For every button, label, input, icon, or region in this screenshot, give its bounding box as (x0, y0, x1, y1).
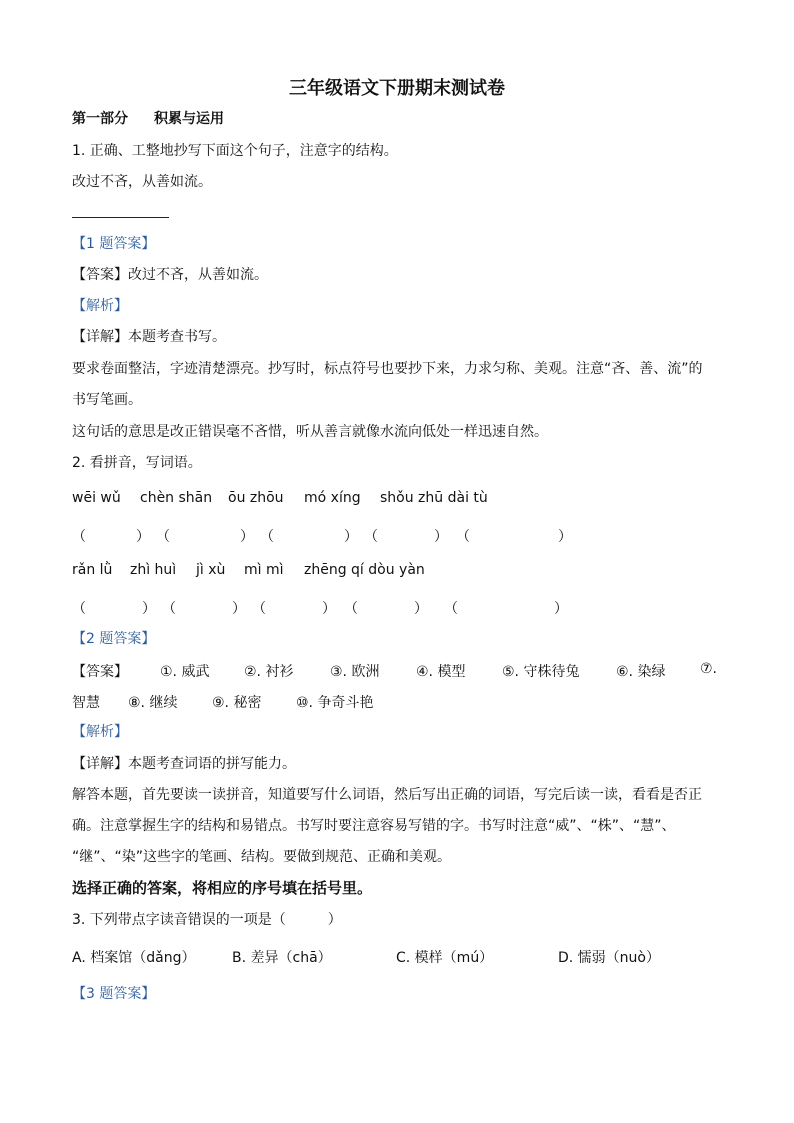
paren-close: ） (232, 601, 246, 617)
paren-open: （ (72, 529, 86, 545)
pinyin-item: zhì huì (130, 562, 177, 578)
q1-detail: 【详解】本题考查书写。 (72, 329, 226, 345)
q2-text-line3: “继”、“染”这些字的笔画、结构。要做到规范、正确和美观。 (72, 849, 452, 865)
option-d: D. 懦弱（nuò） (558, 950, 660, 966)
paren-close: ） (434, 529, 448, 545)
answer-item: ③. 欧洲 (330, 664, 380, 680)
paren-close: ） (558, 529, 572, 545)
option-b: B. 差异（chā） (232, 950, 332, 966)
section-label: 第一部分 (72, 111, 128, 127)
section-instruction: 选择正确的答案，将相应的序号填在括号里。 (72, 879, 373, 897)
paren-close: ） (136, 529, 150, 545)
pinyin-item: mì mì (244, 562, 284, 578)
paren-close: ） (322, 601, 336, 617)
paren-open: （ (72, 601, 86, 617)
q3-answer-tag: 【3 题答案】 (72, 986, 156, 1002)
q1-text-line2: 书写笔画。 (72, 392, 142, 408)
option-c: C. 模样（mú） (396, 950, 494, 966)
pinyin-item: wēi wǔ (72, 490, 121, 506)
q2-answer-tag: 【2 题答案】 (72, 631, 156, 647)
pinyin-item: rǎn lǜ (72, 562, 113, 578)
paren-open: （ (260, 529, 274, 545)
pinyin-item: mó xíng (304, 490, 361, 506)
pinyin-item: zhēng qí dòu yàn (304, 562, 425, 578)
section-heading (72, 110, 224, 128)
q3-prompt: 3. 下列带点字读音错误的一项是（ ） (72, 912, 342, 928)
q2-text-line2: 确。注意掌握生字的结构和易错点。书写时要注意容易写错的字。书写时注意“威”、“株”、“慧”、 (72, 818, 676, 834)
answer-item: ⑧. 继续 (128, 695, 178, 711)
answer-item: ⑩. 争奇斗艳 (296, 695, 374, 711)
pinyin-item: chèn shān (140, 490, 213, 506)
page-title: 三年级语文下册期末测试卷 (289, 78, 505, 99)
paren-open: （ (344, 601, 358, 617)
q1-text-line1: 要求卷面整洁，字迹清楚漂亮。抄写时，标点符号也要抄下来，力求匀称、美观。注意“吝、善、流”的 (72, 361, 703, 377)
paren-open: （ (364, 529, 378, 545)
q1-analysis-tag: 【解析】 (72, 298, 128, 314)
answer-item: ①. 威武 (160, 664, 210, 680)
section-name: 积累与运用 (154, 111, 224, 127)
paren-close: ） (554, 601, 568, 617)
pinyin-item: ōu zhōu (228, 490, 284, 506)
option-a: A. 档案馆（dǎng） (72, 950, 196, 966)
answer-label: 【答案】 (72, 664, 128, 680)
answer-item: ⑦. (700, 661, 718, 677)
paren-open: （ (456, 529, 470, 545)
paren-open: （ (156, 529, 170, 545)
paren-open: （ (252, 601, 266, 617)
q2-prompt: 2. 看拼音，写词语。 (72, 455, 202, 471)
q2-text-line1: 解答本题，首先要读一读拼音，知道要写什么词语，然后写出正确的词语，写完后读一读，看看是否正 (72, 787, 702, 803)
answer-item: ⑥. 染绿 (616, 664, 666, 680)
paren-close: ） (142, 601, 156, 617)
paren-close: ） (414, 601, 428, 617)
paren-close: ） (344, 529, 358, 545)
pinyin-item: jì xù (196, 562, 226, 578)
answer-item: ⑤. 守株待兔 (502, 664, 580, 680)
answer-item: ②. 衬衫 (244, 664, 294, 680)
answer-item: ⑨. 秘密 (212, 695, 262, 711)
q2-analysis-tag: 【解析】 (72, 724, 128, 740)
pinyin-item: shǒu zhū dài tù (380, 490, 488, 506)
paren-close: ） (240, 529, 254, 545)
paren-open: （ (444, 601, 458, 617)
q1-prompt: 1. 正确、工整地抄写下面这个句子，注意字的结构。 (72, 143, 398, 159)
q1-answer: 【答案】改过不吝，从善如流。 (72, 267, 268, 283)
answer-item: ④. 模型 (416, 664, 466, 680)
answer-item: 智慧 (72, 695, 100, 711)
q1-text-line3: 这句话的意思是改正错误毫不吝惜，听从善言就像水流向低处一样迅速自然。 (72, 424, 548, 440)
q1-answer-tag: 【1 题答案】 (72, 236, 156, 252)
q1-sentence: 改过不吝，从善如流。 (72, 174, 212, 190)
q1-answer-blank (72, 217, 169, 218)
paren-open: （ (162, 601, 176, 617)
q2-detail: 【详解】本题考查词语的拼写能力。 (72, 756, 296, 772)
